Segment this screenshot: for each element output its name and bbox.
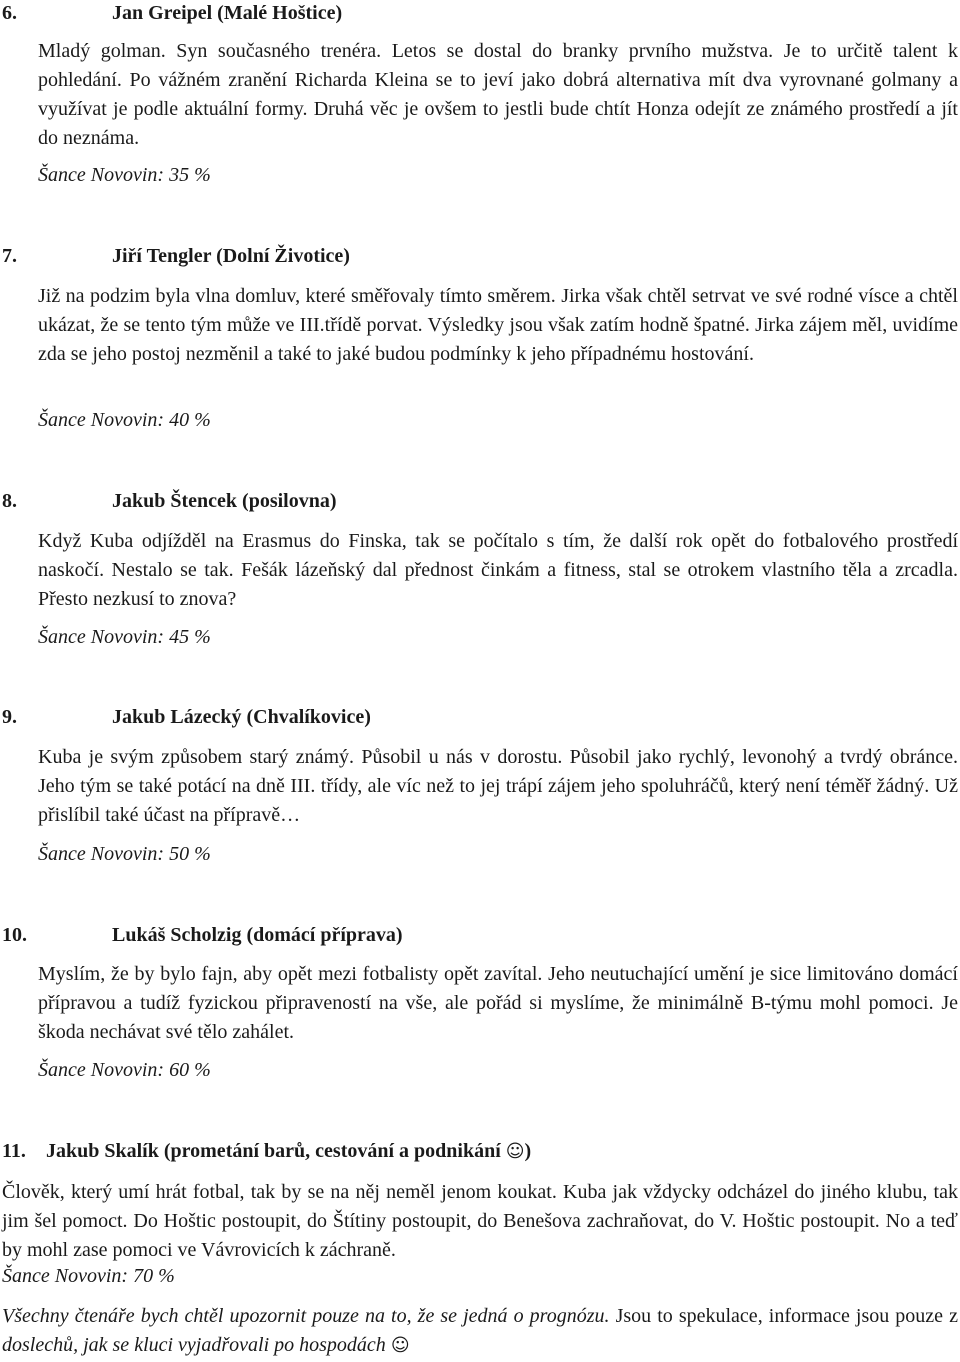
entry-chance: Šance Novovin: 70 % — [2, 1265, 175, 1287]
entry-text: Již na podzim byla vlna domluv, které směřovaly tímto směrem. Jirka však chtěl setrvat ve své rodné vísce a chtěl ukázat, že se tento tým může ve III.třídě porvat. Výsledky jsou však zatím hodně špatné. Jirka zájem měl, uvidíme zda se jeho postoj nezměnil a také to jaké budou podmínky k jeho případnému hostování. — [38, 285, 958, 365]
entry-chance: Šance Novovin: 50 % — [38, 843, 211, 865]
entry-name: Jakub Štencek (posilovna) — [112, 490, 337, 512]
entry-number: 11. — [2, 1140, 26, 1162]
entry-name: Jakub Skalík (prometání barů, cestování a podnikání ☺) — [46, 1140, 532, 1162]
entry-text: Člověk, který umí hrát fotbal, tak by se na něj neměl jenom koukat. Kuba jak vždycky odcházel do jiného klubu, tak jim šel pomoct. Do Hoštic postoupit, do Štítiny postoupit, do Benešova zachraňovat, do V. Hoštic postoupit. No a teď by mohl zase pomoci ve Vávrovicích k záchraně. — [2, 1181, 958, 1261]
entry-chance: Šance Novovin: 40 % — [38, 409, 211, 431]
disclaimer-italic-2: doslechů, jak se kluci vyjadřovali po hospodách — [2, 1334, 386, 1356]
entry-number: 6. — [2, 2, 17, 24]
disclaimer-italic: Všechny čtenáře bych chtěl upozornit pouze na to, že se jedná o prognózu. — [2, 1305, 610, 1327]
smiley-icon: ☺ — [505, 1141, 525, 1162]
entry-number: 8. — [2, 490, 17, 512]
smiley-icon: ☺ — [390, 1335, 410, 1356]
entry-name: Lukáš Scholzig (domácí příprava) — [112, 924, 403, 946]
entry-number: 9. — [2, 706, 17, 728]
disclaimer-note — [2, 1302, 958, 1360]
entry-heading — [2, 924, 403, 947]
entry-heading — [2, 2, 342, 25]
disclaimer-normal: Jsou to spekulace, informace jsou pouze z — [609, 1305, 958, 1327]
entry-heading — [2, 1140, 531, 1163]
entry-name: Jiří Tengler (Dolní Životice) — [112, 245, 350, 267]
entry-text: Když Kuba odjížděl na Erasmus do Finska, tak se počítalo s tím, že další rok opět do fotbalového prostředí naskočí. Nestalo se tak. Fešák lázeňský dal přednost činkám a fitness, stal se otrokem vlastního těla a zrcadla. Přesto nezkusí to znova? — [38, 530, 958, 610]
entry-text: Myslím, že by bylo fajn, aby opět mezi fotbalisty opět zavítal. Jeho neutuchající umění je sice limitováno domácí přípravou a tudíž fyzickou připraveností na vše, ale pořád si myslíme, že minimálně B-týmu mohl pomoci. Je škoda nechávat své tělo zahálet. — [38, 963, 958, 1043]
entry-text: Kuba je svým způsobem starý známý. Působil u nás v dorostu. Působil jako rychlý, levonohý a tvrdý obránce. Jeho tým se také potácí na dně III. třídy, ale víc než to jej trápí zájem jeho spoluhráčů, který není téměř žádný. Už přislíbil také účast na přípravě… — [38, 746, 958, 826]
entry-chance: Šance Novovin: 60 % — [38, 1059, 211, 1081]
entry-name: Jakub Lázecký (Chvalíkovice) — [112, 706, 371, 728]
entry-heading — [2, 706, 371, 729]
entry-chance: Šance Novovin: 35 % — [38, 164, 211, 186]
entry-heading — [2, 245, 350, 268]
entry-heading — [2, 490, 337, 513]
entry-number: 7. — [2, 245, 17, 267]
entry-name: Jan Greipel (Malé Hoštice) — [112, 2, 343, 24]
entry-number: 10. — [2, 924, 27, 946]
entry-chance: Šance Novovin: 45 % — [38, 626, 211, 648]
entry-text: Mladý golman. Syn současného trenéra. Letos se dostal do branky prvního mužstva. Je to určitě talent k pohledání. Po vážném zranění Richarda Kleina se to jeví jako dobrá alternativa mít dva vyrovnané golmany a využívat je podle aktuální formy. Druhá věc je ovšem to jestli bude chtít Honza odejít ze známého prostředí a jít do neznáma. — [38, 40, 958, 149]
